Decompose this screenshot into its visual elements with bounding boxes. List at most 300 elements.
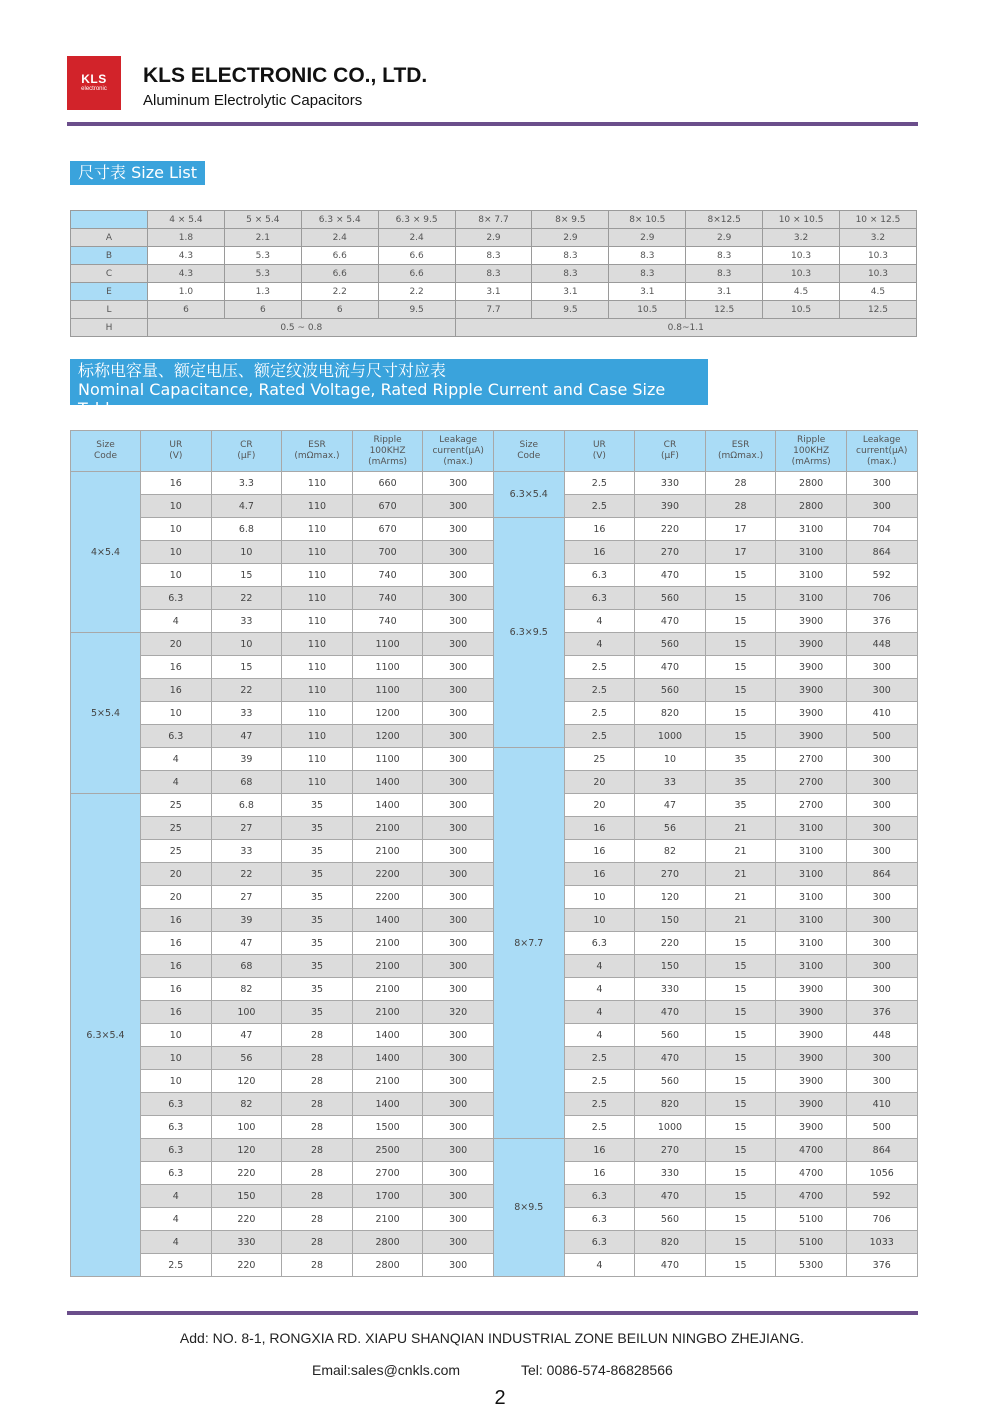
data-cell: 5100 [776, 1208, 847, 1231]
size-cell: 10.3 [763, 247, 840, 265]
size-cell: 2.9 [455, 229, 532, 247]
size-column-header: 8×12.5 [686, 211, 763, 229]
data-cell: 22 [211, 679, 282, 702]
data-cell: 706 [846, 1208, 917, 1231]
data-cell: 300 [846, 495, 917, 518]
data-cell: 4700 [776, 1162, 847, 1185]
size-cell: 2.2 [301, 283, 378, 301]
data-cell: 592 [846, 1185, 917, 1208]
data-cell: 150 [635, 955, 706, 978]
data-cell: 220 [211, 1254, 282, 1277]
data-cell: 3900 [776, 1047, 847, 1070]
data-cell: 300 [423, 771, 494, 794]
data-cell: 390 [635, 495, 706, 518]
data-cell: 28 [282, 1254, 353, 1277]
column-header: CR (μF) [635, 431, 706, 472]
size-row [71, 265, 917, 283]
data-cell: 300 [423, 1231, 494, 1254]
data-cell: 20 [141, 863, 212, 886]
data-cell: 300 [423, 1162, 494, 1185]
data-cell: 16 [141, 679, 212, 702]
data-cell: 10 [564, 909, 635, 932]
data-cell: 2800 [776, 472, 847, 495]
size-cell: 12.5 [840, 301, 917, 319]
data-cell: 4 [141, 1208, 212, 1231]
column-header: Size Code [493, 431, 564, 472]
data-cell: 470 [635, 1185, 706, 1208]
size-cell: 10.5 [763, 301, 840, 319]
data-cell: 16 [564, 840, 635, 863]
size-cell: 4.3 [148, 247, 225, 265]
data-cell: 300 [846, 978, 917, 1001]
data-cell: 300 [846, 771, 917, 794]
table-row [71, 518, 918, 541]
size-cell: 10.3 [763, 265, 840, 283]
data-cell: 3900 [776, 978, 847, 1001]
data-cell: 28 [282, 1208, 353, 1231]
data-cell: 15 [705, 1024, 776, 1047]
data-cell: 4 [564, 633, 635, 656]
data-cell: 300 [846, 817, 917, 840]
data-cell: 110 [282, 633, 353, 656]
data-cell: 6.3 [564, 1185, 635, 1208]
data-cell: 3100 [776, 518, 847, 541]
data-cell: 110 [282, 771, 353, 794]
data-cell: 27 [211, 886, 282, 909]
data-cell: 2.5 [564, 1116, 635, 1139]
data-cell: 300 [423, 1116, 494, 1139]
data-cell: 4700 [776, 1139, 847, 1162]
column-header: ESR (mΩmax.) [282, 431, 353, 472]
size-list-heading: 尺寸表 Size List [70, 161, 205, 185]
data-cell: 15 [705, 679, 776, 702]
size-code-cell: 8×9.5 [493, 1139, 564, 1277]
data-cell: 3900 [776, 1116, 847, 1139]
data-cell: 410 [846, 702, 917, 725]
data-cell: 10 [635, 748, 706, 771]
size-cell: 3.2 [840, 229, 917, 247]
data-cell: 2100 [352, 932, 423, 955]
data-cell: 15 [705, 955, 776, 978]
size-cell: 6.6 [378, 265, 455, 283]
size-column-header: 10 × 12.5 [840, 211, 917, 229]
size-cell: 3.1 [609, 283, 686, 301]
data-cell: 10 [211, 541, 282, 564]
data-cell: 2700 [776, 794, 847, 817]
main-table-title-cn: 标称电容量、额定电压、额定纹波电流与尺寸对应表 [78, 361, 447, 380]
data-cell: 300 [423, 840, 494, 863]
data-cell: 300 [846, 932, 917, 955]
data-cell: 3.3 [211, 472, 282, 495]
data-cell: 470 [635, 610, 706, 633]
data-cell: 2700 [776, 748, 847, 771]
data-cell: 300 [846, 909, 917, 932]
data-cell: 1000 [635, 725, 706, 748]
column-header: Ripple 100KHZ (mArms) [776, 431, 847, 472]
data-cell: 28 [282, 1116, 353, 1139]
data-cell: 2100 [352, 1070, 423, 1093]
data-cell: 28 [282, 1093, 353, 1116]
data-cell: 16 [141, 656, 212, 679]
size-cell: 4.5 [840, 283, 917, 301]
data-cell: 6.3 [141, 587, 212, 610]
data-cell: 16 [564, 1139, 635, 1162]
data-cell: 56 [211, 1047, 282, 1070]
data-cell: 20 [564, 794, 635, 817]
data-cell: 6.8 [211, 518, 282, 541]
data-cell: 4 [564, 610, 635, 633]
size-cell: 3.2 [763, 229, 840, 247]
data-cell: 500 [846, 725, 917, 748]
main-table-heading [70, 359, 708, 418]
data-cell: 10 [211, 633, 282, 656]
data-cell: 56 [635, 817, 706, 840]
data-cell: 3100 [776, 840, 847, 863]
data-cell: 2800 [352, 1254, 423, 1277]
column-header: UR (V) [141, 431, 212, 472]
data-cell: 25 [141, 794, 212, 817]
data-cell: 300 [423, 495, 494, 518]
size-cell: 4.5 [763, 283, 840, 301]
data-cell: 864 [846, 541, 917, 564]
data-cell: 820 [635, 1093, 706, 1116]
data-cell: 470 [635, 1001, 706, 1024]
data-cell: 220 [635, 932, 706, 955]
data-cell: 2800 [352, 1231, 423, 1254]
data-cell: 4 [564, 1001, 635, 1024]
data-cell: 300 [423, 702, 494, 725]
data-cell: 16 [141, 909, 212, 932]
data-cell: 35 [282, 909, 353, 932]
size-cell: 6.6 [378, 247, 455, 265]
size-cell: 4.3 [148, 265, 225, 283]
data-cell: 3100 [776, 863, 847, 886]
data-cell: 470 [635, 1254, 706, 1277]
data-cell: 28 [282, 1047, 353, 1070]
data-cell: 330 [635, 978, 706, 1001]
data-cell: 300 [423, 587, 494, 610]
data-cell: 704 [846, 518, 917, 541]
size-row [71, 319, 917, 337]
data-cell: 16 [564, 1162, 635, 1185]
data-cell: 1056 [846, 1162, 917, 1185]
size-cell: 2.9 [686, 229, 763, 247]
data-cell: 300 [423, 748, 494, 771]
data-cell: 15 [211, 564, 282, 587]
data-cell: 330 [211, 1231, 282, 1254]
data-cell: 300 [423, 1024, 494, 1047]
size-row [71, 301, 917, 319]
table-row [71, 748, 918, 771]
data-cell: 110 [282, 472, 353, 495]
data-cell: 2700 [352, 1162, 423, 1185]
data-cell: 110 [282, 748, 353, 771]
data-cell: 2.5 [564, 679, 635, 702]
size-code-cell: 6.3×9.5 [493, 518, 564, 748]
size-cell: 2.2 [378, 283, 455, 301]
data-cell: 300 [423, 656, 494, 679]
data-cell: 10 [141, 564, 212, 587]
size-cell: 8.3 [609, 265, 686, 283]
capacitance-table [70, 430, 918, 1277]
data-cell: 17 [705, 541, 776, 564]
data-cell: 2.5 [564, 702, 635, 725]
data-cell: 300 [846, 472, 917, 495]
size-column-header: 4 × 5.4 [148, 211, 225, 229]
data-cell: 20 [141, 886, 212, 909]
data-cell: 2.5 [564, 656, 635, 679]
data-cell: 110 [282, 495, 353, 518]
contact-email: Email:sales@cnkls.com [312, 1362, 461, 1378]
data-cell: 3900 [776, 1070, 847, 1093]
data-cell: 35 [282, 840, 353, 863]
data-cell: 560 [635, 587, 706, 610]
data-cell: 21 [705, 863, 776, 886]
data-cell: 2100 [352, 1208, 423, 1231]
column-header: Ripple 100KHZ (mArms) [352, 431, 423, 472]
data-cell: 2200 [352, 886, 423, 909]
data-cell: 10 [141, 702, 212, 725]
company-address: Add: NO. 8-1, RONGXIA RD. XIAPU SHANQIAN INDUSTRIAL ZONE BEILUN NINGBO ZHEJIANG. [179, 1330, 805, 1346]
data-cell: 2100 [352, 1001, 423, 1024]
data-cell: 3100 [776, 541, 847, 564]
size-cell: 6 [224, 301, 301, 319]
data-cell: 2100 [352, 978, 423, 1001]
data-cell: 21 [705, 909, 776, 932]
data-cell: 28 [705, 472, 776, 495]
size-cell: 8.3 [609, 247, 686, 265]
data-cell: 150 [211, 1185, 282, 1208]
size-row [71, 283, 917, 301]
data-cell: 25 [141, 840, 212, 863]
data-cell: 110 [282, 725, 353, 748]
data-cell: 15 [705, 587, 776, 610]
data-cell: 35 [282, 955, 353, 978]
data-cell: 740 [352, 587, 423, 610]
size-cell: 1.0 [148, 283, 225, 301]
data-cell: 6.8 [211, 794, 282, 817]
data-cell: 35 [282, 978, 353, 1001]
size-row [71, 229, 917, 247]
data-cell: 4 [564, 955, 635, 978]
data-cell: 300 [846, 679, 917, 702]
data-cell: 25 [141, 817, 212, 840]
data-cell: 15 [705, 978, 776, 1001]
size-code-cell: 8×7.7 [493, 748, 564, 1139]
data-cell: 6.3 [141, 725, 212, 748]
data-cell: 300 [423, 633, 494, 656]
data-cell: 15 [705, 1070, 776, 1093]
data-cell: 1100 [352, 679, 423, 702]
data-cell: 560 [635, 1208, 706, 1231]
data-cell: 15 [705, 1001, 776, 1024]
size-cell: 0.8~1.1 [455, 319, 916, 337]
size-cell: 1.3 [224, 283, 301, 301]
data-cell: 100 [211, 1116, 282, 1139]
data-cell: 3900 [776, 656, 847, 679]
data-cell: 300 [423, 1254, 494, 1277]
data-cell: 10 [141, 518, 212, 541]
data-cell: 120 [635, 886, 706, 909]
size-cell: 8.3 [455, 247, 532, 265]
size-cell: 8.3 [686, 247, 763, 265]
data-cell: 6.3 [564, 1231, 635, 1254]
data-cell: 1400 [352, 1047, 423, 1070]
data-cell: 120 [211, 1070, 282, 1093]
data-cell: 300 [423, 679, 494, 702]
data-cell: 448 [846, 633, 917, 656]
data-cell: 2.5 [564, 725, 635, 748]
data-cell: 21 [705, 840, 776, 863]
data-cell: 15 [705, 1047, 776, 1070]
data-cell: 300 [423, 863, 494, 886]
data-cell: 3100 [776, 955, 847, 978]
data-cell: 15 [705, 656, 776, 679]
data-cell: 47 [211, 932, 282, 955]
data-cell: 28 [282, 1070, 353, 1093]
data-cell: 470 [635, 564, 706, 587]
data-cell: 2.5 [564, 495, 635, 518]
size-row-label: A [71, 229, 148, 247]
size-cell: 8.3 [532, 265, 609, 283]
data-cell: 47 [635, 794, 706, 817]
data-cell: 300 [423, 1208, 494, 1231]
data-cell: 1700 [352, 1185, 423, 1208]
column-header: Size Code [71, 431, 141, 472]
data-cell: 660 [352, 472, 423, 495]
size-cell: 12.5 [686, 301, 763, 319]
company-name: KLS ELECTRONIC CO., LTD. [143, 64, 428, 87]
data-cell: 740 [352, 610, 423, 633]
data-cell: 2100 [352, 955, 423, 978]
data-cell: 2.5 [564, 1093, 635, 1116]
data-cell: 15 [705, 1231, 776, 1254]
data-cell: 700 [352, 541, 423, 564]
page-number: 2 [494, 1387, 506, 1409]
data-cell: 1200 [352, 702, 423, 725]
data-cell: 16 [141, 978, 212, 1001]
data-cell: 300 [423, 955, 494, 978]
column-header: UR (V) [564, 431, 635, 472]
data-cell: 300 [423, 472, 494, 495]
data-cell: 15 [705, 564, 776, 587]
data-cell: 28 [282, 1185, 353, 1208]
data-cell: 1400 [352, 1024, 423, 1047]
data-cell: 35 [282, 886, 353, 909]
data-cell: 15 [705, 1116, 776, 1139]
data-cell: 300 [423, 932, 494, 955]
table-row [71, 1139, 918, 1162]
data-cell: 28 [705, 495, 776, 518]
data-cell: 300 [423, 1185, 494, 1208]
contact-phone: Tel: 0086-574-86828566 [521, 1362, 673, 1378]
data-cell: 16 [564, 541, 635, 564]
size-row-label: E [71, 283, 148, 301]
data-cell: 300 [846, 1070, 917, 1093]
data-cell: 3900 [776, 725, 847, 748]
data-cell: 10 [141, 1070, 212, 1093]
data-cell: 3100 [776, 909, 847, 932]
size-cell: 10.5 [609, 301, 686, 319]
data-cell: 300 [423, 794, 494, 817]
data-cell: 1033 [846, 1231, 917, 1254]
data-cell: 270 [635, 541, 706, 564]
data-cell: 1400 [352, 794, 423, 817]
data-cell: 68 [211, 771, 282, 794]
size-cell: 1.8 [148, 229, 225, 247]
size-cell: 8.3 [532, 247, 609, 265]
size-cell: 7.7 [455, 301, 532, 319]
company-logo [67, 56, 121, 110]
data-cell: 3100 [776, 587, 847, 610]
data-cell: 120 [211, 1139, 282, 1162]
data-cell: 10 [141, 1047, 212, 1070]
data-cell: 33 [211, 610, 282, 633]
size-row [71, 247, 917, 265]
data-cell: 35 [705, 771, 776, 794]
data-cell: 110 [282, 656, 353, 679]
data-cell: 376 [846, 1001, 917, 1024]
data-cell: 1100 [352, 633, 423, 656]
data-cell: 220 [211, 1208, 282, 1231]
data-cell: 110 [282, 587, 353, 610]
data-cell: 300 [846, 1047, 917, 1070]
size-cell: 3.1 [532, 283, 609, 301]
data-cell: 1400 [352, 771, 423, 794]
data-cell: 1200 [352, 725, 423, 748]
data-cell: 15 [705, 610, 776, 633]
data-cell: 1400 [352, 909, 423, 932]
size-header-row [71, 211, 917, 229]
data-cell: 270 [635, 863, 706, 886]
data-cell: 150 [635, 909, 706, 932]
data-cell: 17 [705, 518, 776, 541]
data-cell: 5100 [776, 1231, 847, 1254]
data-cell: 10 [141, 541, 212, 564]
data-cell: 15 [705, 1139, 776, 1162]
data-cell: 300 [846, 840, 917, 863]
size-column-header: 5 × 5.4 [224, 211, 301, 229]
data-cell: 110 [282, 679, 353, 702]
data-cell: 2.5 [141, 1254, 212, 1277]
data-cell: 35 [282, 817, 353, 840]
data-cell: 410 [846, 1093, 917, 1116]
data-cell: 4 [564, 978, 635, 1001]
data-cell: 22 [211, 587, 282, 610]
size-cell: 5.3 [224, 247, 301, 265]
table-header-row [71, 431, 918, 472]
data-cell: 6.3 [141, 1116, 212, 1139]
data-cell: 47 [211, 725, 282, 748]
data-cell: 16 [141, 472, 212, 495]
data-cell: 16 [564, 518, 635, 541]
data-cell: 376 [846, 1254, 917, 1277]
data-cell: 3100 [776, 564, 847, 587]
data-cell: 3900 [776, 1093, 847, 1116]
data-cell: 28 [282, 1231, 353, 1254]
data-cell: 110 [282, 610, 353, 633]
size-row-label: H [71, 319, 148, 337]
data-cell: 4 [141, 610, 212, 633]
data-cell: 670 [352, 495, 423, 518]
data-cell: 3900 [776, 633, 847, 656]
data-cell: 2100 [352, 817, 423, 840]
data-cell: 330 [635, 472, 706, 495]
size-column-header: 10 × 10.5 [763, 211, 840, 229]
data-cell: 47 [211, 1024, 282, 1047]
data-cell: 270 [635, 1139, 706, 1162]
data-cell: 25 [564, 748, 635, 771]
